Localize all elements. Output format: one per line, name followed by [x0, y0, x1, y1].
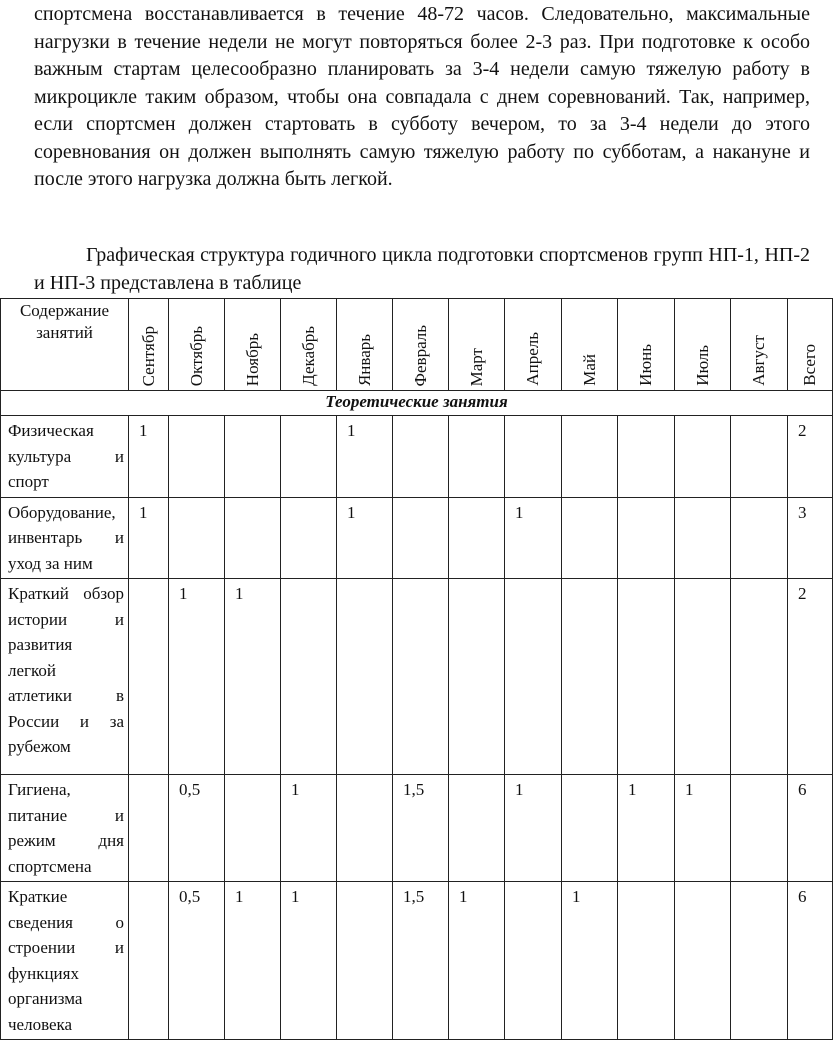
month-value-cell	[731, 579, 788, 775]
column-header-total	[788, 299, 833, 391]
row-total-cell: 6	[788, 882, 833, 1040]
total-label: Всего	[800, 344, 819, 386]
month-label: Июль	[692, 345, 712, 386]
month-label: Январь	[354, 333, 374, 386]
month-value-cell	[618, 579, 675, 775]
month-value-cell: 1	[449, 882, 505, 1040]
month-value-cell	[449, 775, 505, 882]
month-value-cell	[618, 416, 675, 498]
month-value-cell: 1	[675, 775, 731, 882]
month-value-cell	[225, 416, 281, 498]
month-value-cell	[675, 497, 731, 579]
month-value-cell	[281, 416, 337, 498]
month-value-cell	[675, 579, 731, 775]
month-value-cell: 1	[337, 497, 393, 579]
column-header-month	[731, 299, 788, 391]
month-value-cell: 1	[562, 882, 618, 1040]
month-label: Февраль	[410, 324, 430, 386]
table-header-row	[1, 299, 833, 391]
month-value-cell: 1	[281, 882, 337, 1040]
month-label: Август	[749, 335, 768, 386]
month-value-cell: 1,5	[393, 882, 449, 1040]
month-value-cell	[337, 775, 393, 882]
row-total-cell: 2	[788, 416, 833, 498]
table-row	[1, 416, 833, 498]
month-value-cell	[675, 416, 731, 498]
month-value-cell	[731, 497, 788, 579]
month-value-cell	[562, 497, 618, 579]
month-value-cell	[129, 579, 169, 775]
month-value-cell	[393, 416, 449, 498]
month-value-cell	[562, 579, 618, 775]
month-value-cell	[675, 882, 731, 1040]
row-total-cell: 3	[788, 497, 833, 579]
month-value-cell	[449, 579, 505, 775]
month-value-cell: 0,5	[169, 775, 225, 882]
month-label: Декабрь	[298, 326, 318, 386]
month-value-cell	[393, 497, 449, 579]
column-header-month	[393, 299, 449, 391]
column-header-month	[281, 299, 337, 391]
month-label: Март	[466, 347, 486, 386]
column-header-content: Содержание занятий	[1, 299, 129, 391]
column-header-month	[675, 299, 731, 391]
month-value-cell: 1	[505, 775, 562, 882]
month-value-cell	[393, 579, 449, 775]
month-value-cell	[731, 775, 788, 882]
month-value-cell	[129, 882, 169, 1040]
month-value-cell	[169, 497, 225, 579]
month-value-cell	[281, 579, 337, 775]
month-value-cell	[449, 416, 505, 498]
month-value-cell	[505, 882, 562, 1040]
section-title: Теоретические занятия	[1, 391, 833, 416]
table-intro-paragraph: Графическая структура годичного цикла подготовки спортсменов групп НП-1, НП-2 и НП-3 представлена в таблице	[34, 244, 810, 294]
month-value-cell: 0,5	[169, 882, 225, 1040]
month-value-cell	[337, 882, 393, 1040]
month-value-cell: 1	[225, 579, 281, 775]
row-total-cell: 6	[788, 775, 833, 882]
row-topic: Оборудование, инвентарь и уход за ним	[1, 497, 129, 579]
month-label: Июнь	[636, 344, 655, 386]
body-paragraph: спортсмена восстанавливается в течение 48-72 часов. Следовательно, максимальные нагрузки в течение недели не могут повторяться более 2-3 раз. При подготовке к особо важным стартам целесообразно планировать за 3-4 недели самую тяжелую работу в микроцикле таким образом, чтобы она совпадала с днем соревнований. Так, например, если спортсмен должен стартовать в субботу вечером, то за 3-4 недели до этого соревнования он должен выполнять самую тяжелую работу по субботам, а накануне и после этого нагрузка должна быть легкой.	[34, 3, 810, 190]
column-header-month	[505, 299, 562, 391]
month-label: Октябрь	[186, 325, 206, 386]
month-value-cell	[562, 416, 618, 498]
month-value-cell	[618, 497, 675, 579]
column-header-month	[618, 299, 675, 391]
column-header-month	[129, 299, 169, 391]
month-label: Сентябр	[138, 325, 158, 386]
month-value-cell: 1	[618, 775, 675, 882]
month-value-cell	[449, 497, 505, 579]
month-value-cell: 1	[505, 497, 562, 579]
row-total-cell: 2	[788, 579, 833, 775]
month-value-cell	[225, 775, 281, 882]
month-label: Ноябрь	[242, 332, 262, 386]
month-value-cell	[618, 882, 675, 1040]
row-topic: Гигиена, питание и режим дня спортсмена	[1, 775, 129, 882]
column-header-month	[169, 299, 225, 391]
column-header-month	[449, 299, 505, 391]
month-value-cell: 1	[129, 416, 169, 498]
row-topic: Краткий обзор истории и развития легкой атлетики в России и за рубежом	[1, 579, 129, 775]
month-value-cell	[562, 775, 618, 882]
month-value-cell	[225, 497, 281, 579]
month-value-cell: 1	[281, 775, 337, 882]
month-value-cell: 1,5	[393, 775, 449, 882]
month-value-cell	[731, 882, 788, 1040]
month-value-cell	[505, 579, 562, 775]
month-value-cell	[281, 497, 337, 579]
table-row	[1, 882, 833, 1040]
column-header-month	[225, 299, 281, 391]
section-row	[1, 391, 833, 416]
month-value-cell	[129, 775, 169, 882]
month-label: Май	[579, 354, 599, 386]
month-value-cell	[731, 416, 788, 498]
month-value-cell	[337, 579, 393, 775]
month-label: Апрель	[523, 332, 542, 386]
table-row	[1, 579, 833, 775]
column-header-month	[562, 299, 618, 391]
month-value-cell: 1	[337, 416, 393, 498]
month-value-cell	[505, 416, 562, 498]
table-row	[1, 775, 833, 882]
month-value-cell: 1	[129, 497, 169, 579]
column-header-month	[337, 299, 393, 391]
month-value-cell: 1	[169, 579, 225, 775]
row-topic: Физическая культура и спорт	[1, 416, 129, 498]
training-plan-table	[0, 298, 833, 1040]
month-value-cell	[169, 416, 225, 498]
table-row	[1, 497, 833, 579]
row-topic: Краткие сведения о строении и функциях организма человека	[1, 882, 129, 1040]
month-value-cell: 1	[225, 882, 281, 1040]
